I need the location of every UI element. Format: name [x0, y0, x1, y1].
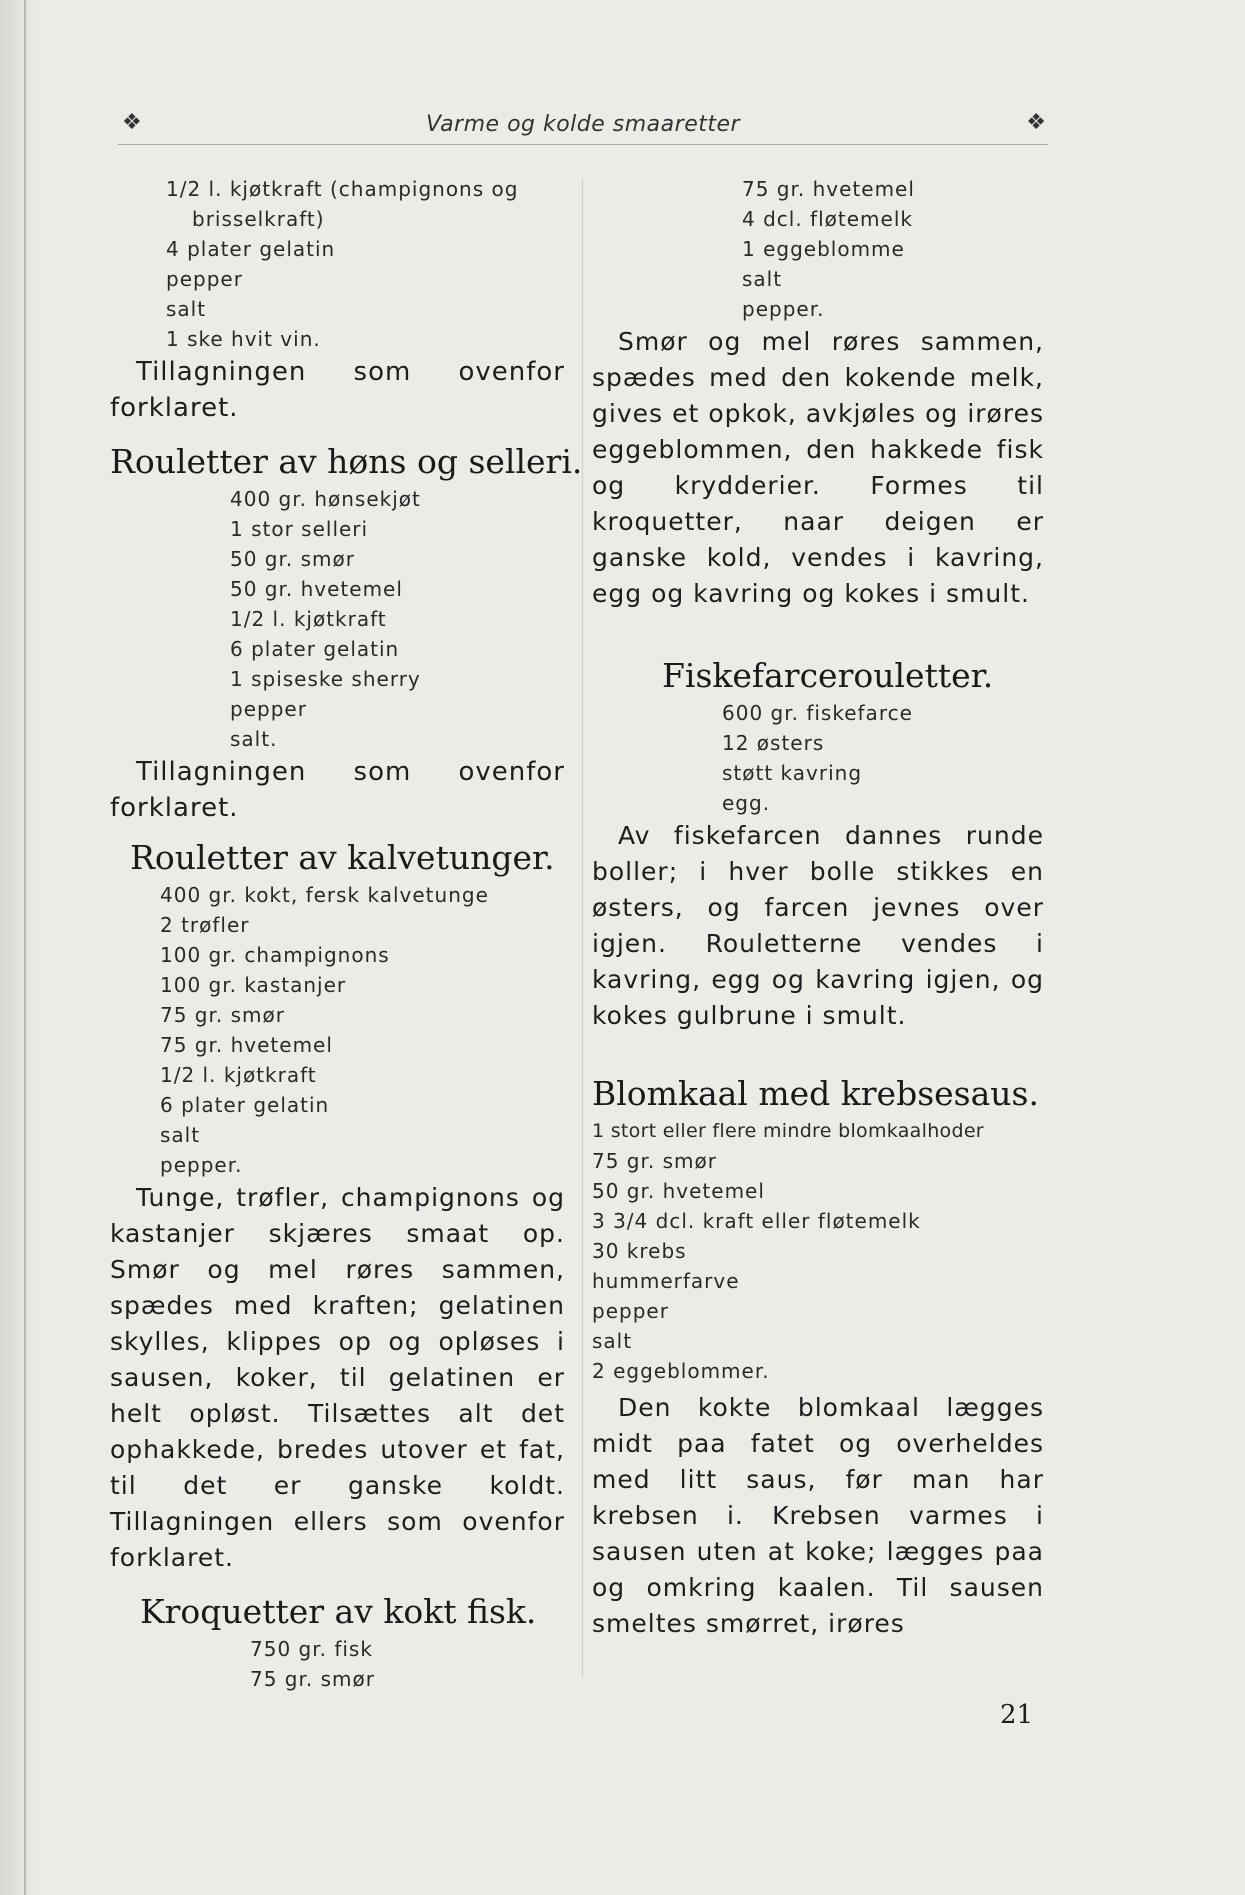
- page-number: 21: [1000, 1700, 1034, 1730]
- ingredient-line: salt: [592, 1329, 633, 1353]
- ingredient-line: 4 plater gelatin: [166, 237, 336, 261]
- ingredient-line: støtt kavring: [722, 761, 863, 785]
- ingredient-line: 100 gr. kastanjer: [160, 973, 347, 997]
- ingredient-line: pepper: [166, 267, 243, 291]
- ingredient-line: 50 gr. hvetemel: [230, 577, 403, 601]
- ingredient-line: brisselkraft): [192, 207, 325, 231]
- recipe-title: Fiskefarcerouletter.: [662, 656, 994, 695]
- running-header: [118, 108, 1048, 145]
- ingredient-line: pepper: [230, 697, 307, 721]
- recipe-ingredients: [110, 880, 565, 1180]
- ingredient-line: 75 gr. smør: [592, 1149, 717, 1173]
- ingredient-line: 75 gr. hvetemel: [742, 177, 915, 201]
- continued-ingredients: [592, 174, 1044, 324]
- ingredient-line: 6 plater gelatin: [230, 637, 400, 661]
- ingredient-line: 30 krebs: [592, 1239, 687, 1263]
- ingredient-line: 400 gr. hønsekjøt: [230, 487, 421, 511]
- ingredient-line: 1 stort eller flere mindre blomkaalhoder: [592, 1120, 984, 1142]
- ingredient-line: hummerfarve: [592, 1269, 740, 1293]
- recipe-paragraph: Den kokte blomkaal lægges midt paa fatet og overheldes med litt saus, før man har krebsen i. Krebsen varmes i sausen uten at koke; lægges paa og omkring kaalen. Til sausen smeltes smørret, irøres: [592, 1393, 1044, 1638]
- ingredient-line: 2 trøfler: [160, 913, 250, 937]
- ingredient-line: 1 ske hvit vin.: [166, 327, 321, 351]
- ingredient-line: 50 gr. hvetemel: [592, 1179, 765, 1203]
- ingredient-line: 75 gr. smør: [250, 1667, 375, 1691]
- ingredient-line: egg.: [722, 791, 771, 815]
- right-column: [592, 174, 1044, 1642]
- ingredient-line: 6 plater gelatin: [160, 1093, 330, 1117]
- intro-paragraph: Tillagningen som ovenfor forklaret.: [110, 357, 565, 423]
- left-column: [110, 174, 583, 1694]
- ingredient-line: salt: [166, 297, 207, 321]
- ingredient-line: 100 gr. champignons: [160, 943, 390, 967]
- recipe-ingredients: [110, 484, 565, 754]
- recipe-paragraph: Av fiskefarcen dannes runde boller; i hver bolle stikkes en østers, og farcen jevnes over igjen. Rouletterne vendes i kavring, egg og kavring igjen, og kokes gulbrune i smult.: [592, 821, 1044, 1030]
- ingredient-line: 50 gr. smør: [230, 547, 355, 571]
- ingredient-line: salt.: [230, 727, 278, 751]
- ingredient-line: salt: [742, 267, 783, 291]
- running-header-title: Varme og kolde smaaretter: [425, 112, 741, 137]
- ingredient-line: 1/2 l. kjøtkraft: [160, 1063, 317, 1087]
- column-divider: [582, 178, 583, 1678]
- recipe-paragraph: Tunge, trøfler, champignons og kastanjer skjæres smaat op. Smør og mel røres sammen, spædes med kraften; gelatinen skylles, klippes op og opløses i sausen, koker, til gelatinen er helt opløst. Tilsættes alt det ophakkede, bredes utover et fat, til det er ganske koldt. Tillagningen ellers som ovenfor forklaret.: [110, 1183, 565, 1572]
- ingredient-line: 1/2 l. kjøtkraft: [230, 607, 387, 631]
- page-spine-shadow: [0, 0, 40, 1895]
- ingredient-line: pepper.: [742, 297, 825, 321]
- continued-paragraph: Smør og mel røres sammen, spædes med den kokende melk, gives et opkok, avkjøles og irøres eggeblommen, den hakkede fisk og krydderier. Formes til kroquetter, naar deigen er ganske kold, vendes i kavring, egg og kavring og kokes i smult.: [592, 327, 1044, 608]
- recipe-paragraph: Tillagningen som ovenfor forklaret.: [110, 757, 565, 823]
- recipe-ingredients: [592, 698, 1044, 818]
- ingredient-line: 1 eggeblomme: [742, 237, 905, 261]
- ingredient-line: 750 gr. fisk: [250, 1637, 373, 1661]
- recipe-title: Rouletter av kalvetunger.: [130, 838, 555, 877]
- ingredient-line: 12 østers: [722, 731, 825, 755]
- ingredient-line: 4 dcl. fløtemelk: [742, 207, 913, 231]
- ingredient-line: 1 spiseske sherry: [230, 667, 421, 691]
- ingredient-line: 600 gr. fiskefarce: [722, 701, 913, 725]
- ingredient-line: 1/2 l. kjøtkraft (champignons og: [166, 177, 519, 201]
- ingredient-line: salt: [160, 1123, 201, 1147]
- page-spine-line: [24, 0, 26, 1895]
- ingredient-line: 2 eggeblommer.: [592, 1359, 770, 1383]
- ingredient-line: pepper: [592, 1299, 669, 1323]
- ingredient-line: pepper.: [160, 1153, 243, 1177]
- ingredient-line: 75 gr. hvetemel: [160, 1033, 333, 1057]
- ornament-left-icon: ❖: [122, 110, 142, 135]
- recipe-title: Rouletter av høns og selleri.: [110, 442, 583, 481]
- ingredient-line: 1 stor selleri: [230, 517, 369, 541]
- recipe-ingredients: [110, 1634, 565, 1694]
- ingredient-line: 3 3/4 dcl. kraft eller fløtemelk: [592, 1209, 921, 1233]
- ornament-right-icon: ❖: [1026, 110, 1046, 135]
- recipe-ingredients: [592, 1116, 1044, 1386]
- recipe-title: Kroquetter av kokt fisk.: [140, 1592, 537, 1631]
- intro-ingredients: [110, 174, 565, 354]
- ingredient-line: 75 gr. smør: [160, 1003, 285, 1027]
- ingredient-line: 400 gr. kokt, fersk kalvetunge: [160, 883, 489, 907]
- recipe-title: Blomkaal med krebsesaus.: [592, 1074, 1039, 1113]
